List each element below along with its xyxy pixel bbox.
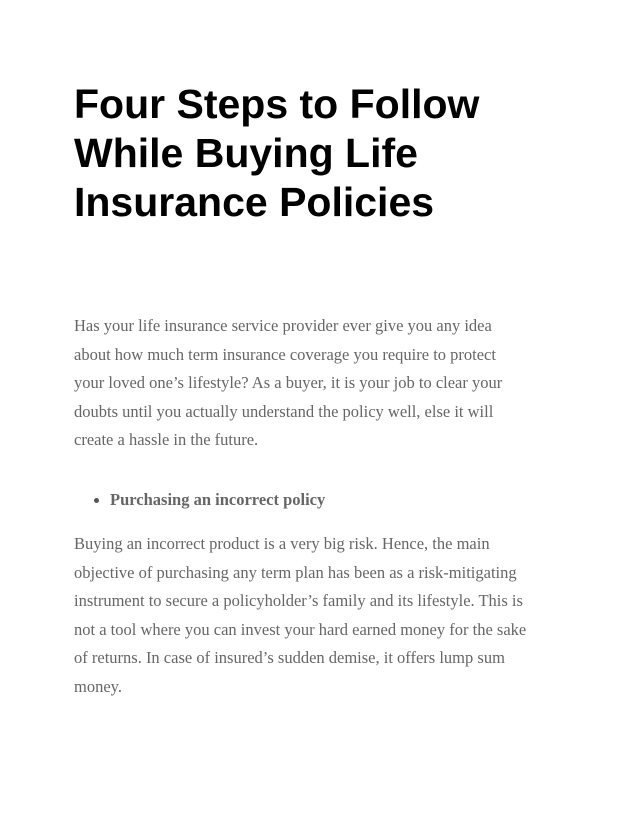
bullet-dot-icon: [94, 498, 99, 503]
paragraph-line: your loved one’s lifestyle? As a buyer, it is your job to clear your: [74, 373, 503, 393]
bullet-heading: Purchasing an incorrect policy: [110, 490, 326, 509]
paragraph-line: about how much term insurance coverage you require to protect: [74, 344, 496, 364]
document-title: [74, 80, 574, 227]
paragraph-line: objective of purchasing any term plan has been as a risk-mitigating: [74, 562, 517, 582]
paragraph-line: of returns. In case of insured’s sudden demise, it offers lump sum: [74, 648, 505, 668]
paragraph-line: money.: [74, 676, 122, 696]
paragraph-line: instrument to secure a policyholder’s family and its lifestyle. This is: [74, 591, 523, 611]
paragraph-line: doubts until you actually understand the policy well, else it will: [74, 401, 494, 421]
paragraph-line: Buying an incorrect product is a very big risk. Hence, the main: [74, 534, 490, 553]
title-line: While Buying Life: [74, 130, 418, 176]
paragraph-line: Has your life insurance service provider ever give you any idea: [74, 316, 492, 335]
paragraph-line: not a tool where you can invest your hard earned money for the sake: [74, 619, 527, 639]
title-line: Four Steps to Follow: [74, 81, 480, 127]
paragraph-line: create a hassle in the future.: [74, 430, 259, 450]
intro-paragraph: [74, 312, 574, 455]
bullet-list-item: [94, 486, 325, 514]
title-line: Insurance Policies: [74, 179, 435, 225]
body-paragraph: [74, 530, 574, 702]
